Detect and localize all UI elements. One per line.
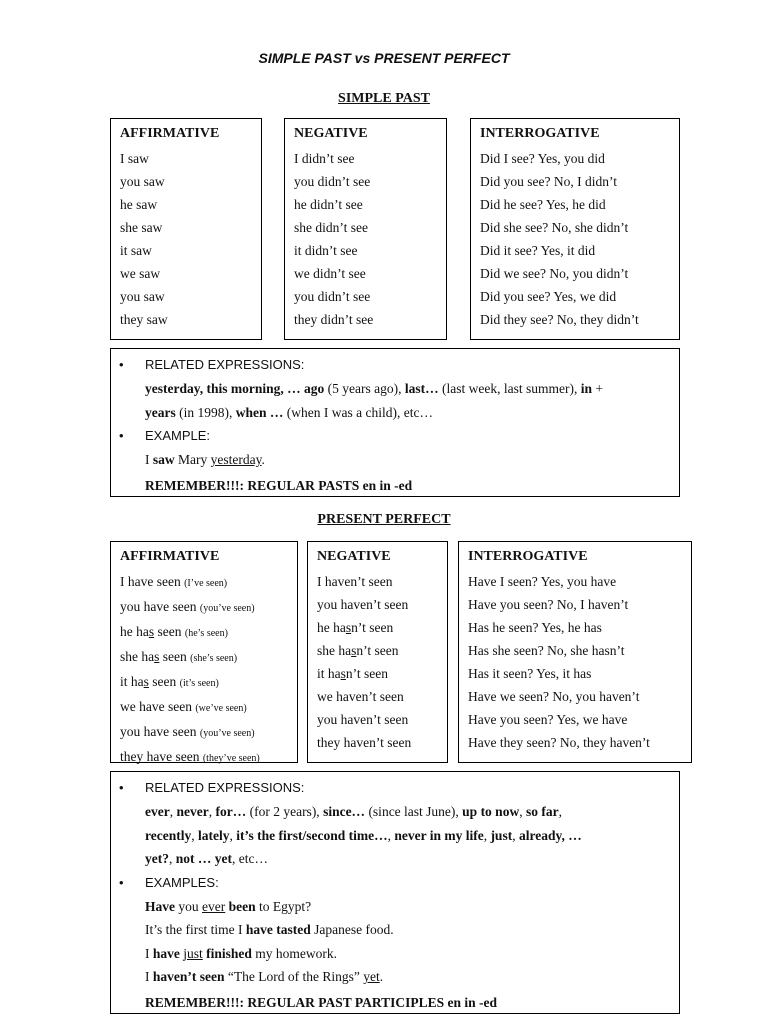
column-header: INTERROGATIVE [468, 549, 588, 564]
conjugation-line: it saw [120, 243, 152, 258]
page-title: SIMPLE PAST vs PRESENT PERFECT [258, 50, 510, 66]
column-header: NEGATIVE [317, 549, 391, 564]
related-expressions-line: recently, lately, it’s the first/second time…, never in my life, just, already, … [145, 827, 582, 843]
conjugation-line: she hasn’t seen [317, 643, 399, 658]
conjugation-line: Have you seen? No, I haven’t [468, 597, 629, 612]
conjugation-line: he hasn’t seen [317, 620, 394, 635]
conjugation-line: I haven’t seen [317, 574, 393, 589]
conjugation-line: they have seen (they’ve seen) [120, 749, 260, 764]
present-perfect-affirmative-box [110, 541, 298, 763]
conjugation-line: you have seen (you’ve seen) [120, 724, 255, 739]
conjugation-line: you didn’t see [294, 289, 371, 304]
related-expressions-label: • RELATED EXPRESSIONS: [119, 780, 305, 795]
present-perfect-heading: PRESENT PERFECT [317, 512, 451, 527]
interrogative-list [468, 570, 682, 754]
conjugation-line: you saw [120, 289, 165, 304]
conjugation-line: Did they see? No, they didn’t [480, 312, 639, 327]
conjugation-line: Has it seen? Yes, it has [468, 666, 592, 681]
conjugation-line: they didn’t see [294, 312, 374, 327]
conjugation-line: Has she seen? No, she hasn’t [468, 643, 625, 658]
conjugation-line: Did it see? Yes, it did [480, 243, 596, 258]
conjugation-line: I saw [120, 151, 149, 166]
conjugation-line: Have they seen? No, they haven’t [468, 735, 650, 750]
conjugation-line: I have seen (I’ve seen) [120, 574, 228, 589]
related-expressions-line: years (in 1998), when … (when I was a child), etc… [145, 404, 433, 420]
conjugation-line: you didn’t see [294, 174, 371, 189]
conjugation-line: Did you see? No, I didn’t [480, 174, 617, 189]
conjugation-line: Did he see? Yes, he did [480, 197, 606, 212]
example-sentence: I have just finished my homework. [145, 945, 338, 961]
conjugation-line: Have I seen? Yes, you have [468, 574, 617, 589]
conjugation-line: you have seen (you’ve seen) [120, 599, 255, 614]
conjugation-line: Have we seen? No, you haven’t [468, 689, 640, 704]
conjugation-line: Did she see? No, she didn’t [480, 220, 629, 235]
conjugation-line: it has seen (it’s seen) [120, 674, 219, 689]
example-sentence: It’s the first time I have tasted Japanese food. [145, 922, 394, 937]
examples-label: • EXAMPLES: [119, 874, 219, 890]
conjugation-line: you haven’t seen [317, 712, 409, 727]
related-expressions-line: ever, never, for… (for 2 years), since… (since last June), up to now, so far, [145, 804, 562, 819]
present-perfect-negative-box [307, 541, 448, 763]
related-expressions-label: • RELATED EXPRESSIONS: [119, 357, 305, 372]
negative-list [317, 570, 438, 754]
conjugation-line: it didn’t see [294, 243, 358, 258]
conjugation-line: Have you seen? Yes, we have [468, 712, 628, 727]
present-perfect-interrogative-box [458, 541, 692, 763]
conjugation-line: they saw [120, 312, 168, 327]
conjugation-line: Did we see? No, you didn’t [480, 266, 629, 281]
example-sentence: I haven’t seen “The Lord of the Rings” yet. [145, 969, 384, 984]
conjugation-line: she has seen (she’s seen) [120, 649, 238, 664]
related-expressions-line: yesterday, this morning, … ago (5 years ago), last… (last week, last summer), in + [145, 381, 603, 396]
present-perfect-notes-box [110, 771, 680, 1014]
column-header: AFFIRMATIVE [120, 549, 220, 564]
conjugation-line: we have seen (we’ve seen) [120, 699, 247, 714]
column-header: NEGATIVE [294, 126, 368, 141]
example-sentence: I saw Mary yesterday. [145, 452, 265, 467]
simple-past-notes-box [110, 348, 680, 497]
affirmative-list [120, 147, 252, 331]
conjugation-line: Did I see? Yes, you did [480, 151, 605, 166]
remember-note: REMEMBER!!!: REGULAR PAST PARTICIPLES en in -ed [145, 994, 498, 1010]
conjugation-line: you saw [120, 174, 165, 189]
simple-past-affirmative-box [110, 118, 262, 340]
related-expressions-line: yet?, not … yet, etc… [145, 851, 268, 866]
conjugation-line: he saw [120, 197, 158, 212]
example-sentence: Have you ever been to Egypt? [145, 898, 312, 914]
conjugation-line: he has seen (he’s seen) [120, 624, 228, 639]
column-header: INTERROGATIVE [480, 126, 600, 141]
conjugation-line: we didn’t see [294, 266, 366, 281]
remember-note: REMEMBER!!!: REGULAR PASTS en in -ed [145, 477, 413, 493]
example-label: • EXAMPLE: [119, 428, 211, 443]
affirmative-list [120, 570, 288, 770]
negative-list [294, 147, 437, 331]
interrogative-list [480, 147, 670, 331]
column-header: AFFIRMATIVE [120, 126, 220, 141]
conjugation-line: she didn’t see [294, 220, 368, 235]
conjugation-line: it hasn’t seen [317, 666, 389, 681]
conjugation-line: she saw [120, 220, 163, 235]
conjugation-line: we haven’t seen [317, 689, 404, 704]
conjugation-line: I didn’t see [294, 151, 355, 166]
conjugation-line: they haven’t seen [317, 735, 412, 750]
conjugation-line: he didn’t see [294, 197, 363, 212]
conjugation-line: Has he seen? Yes, he has [468, 620, 602, 635]
conjugation-line: we saw [120, 266, 161, 281]
conjugation-line: you haven’t seen [317, 597, 409, 612]
simple-past-heading: SIMPLE PAST [338, 91, 430, 106]
simple-past-interrogative-box [470, 118, 680, 340]
simple-past-negative-box [284, 118, 447, 340]
conjugation-line: Did you see? Yes, we did [480, 289, 617, 304]
